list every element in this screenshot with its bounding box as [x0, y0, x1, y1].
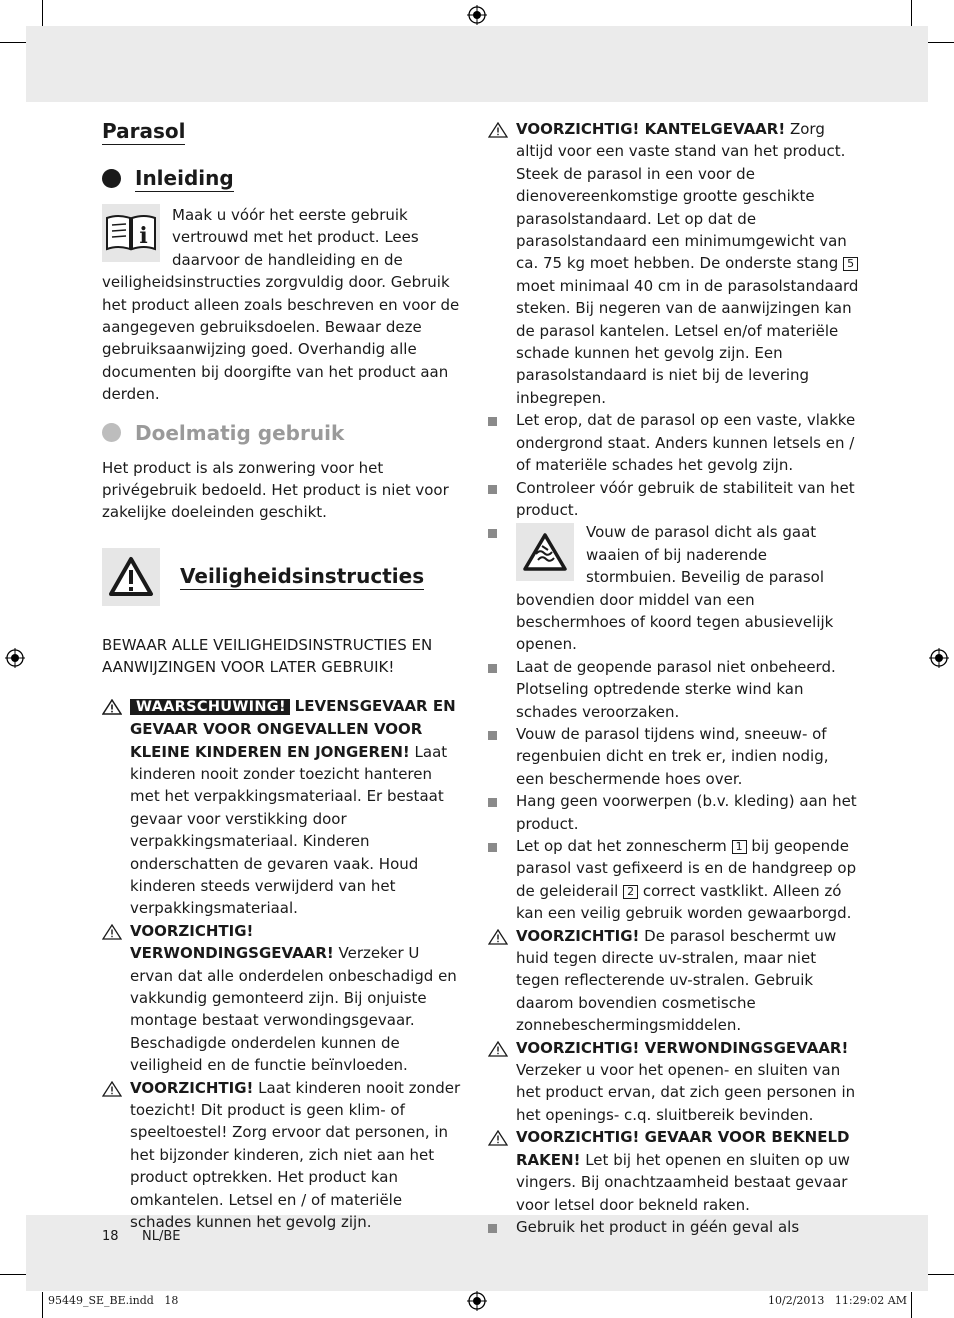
warning-bold: LEVENSGEVAAR EN GEVAAR VOOR ONGEVALLEN VOOR KLEINE KINDEREN EN JONGEREN!	[130, 696, 456, 761]
usage-heading-row	[102, 420, 462, 446]
list-item-text: Laat de geopende parasol niet onbeheerd. Plotseling optredende sterke wind kan schades veroorzaken.	[516, 657, 836, 721]
list-item	[488, 656, 860, 723]
list-item	[488, 1216, 860, 1238]
list-item-text: Let erop, dat de parasol op een vaste, vlakke ondergrond staat. Anders kunnen letsels en / of materiële schades het gevolg zijn.	[516, 411, 856, 475]
caution-item	[102, 1077, 462, 1234]
square-bullet-icon	[488, 1224, 497, 1233]
list-item-text: Controleer vóór gebruik de stabiliteit van het product.	[516, 478, 855, 519]
square-bullet-icon	[488, 417, 497, 426]
caution-triangle-icon	[102, 924, 122, 940]
intro-section	[102, 204, 462, 406]
wind-warning-icon	[516, 523, 574, 581]
caution-item	[488, 1037, 860, 1127]
list-item	[488, 790, 860, 835]
crop-mark	[42, 0, 43, 26]
crop-mark	[911, 0, 912, 26]
intro-heading-row	[102, 165, 462, 192]
part-reference: 5	[843, 257, 858, 271]
top-band	[26, 26, 928, 102]
caution-text: De parasol beschermt uw huid tegen directe uv-stralen, maar niet tegen reflecterende uv-stralen. Gebruik daarom bovendien cosmetische zonnebeschermingsmiddelen.	[516, 926, 837, 1035]
bullet-dot-icon	[102, 169, 121, 188]
safety-keep-text: BEWAAR ALLE VEILIGHEIDSINSTRUCTIES EN AANWIJZINGEN VOOR LATER GEBRUIK!	[102, 635, 433, 677]
list-item	[488, 723, 860, 790]
square-bullet-icon	[488, 731, 497, 740]
list-item-text: Hang geen voorwerpen (b.v. kleding) aan het product.	[516, 792, 857, 833]
safety-heading-row	[102, 548, 462, 606]
registration-mark-icon	[467, 1291, 487, 1311]
registration-mark-icon	[5, 648, 25, 668]
crop-mark	[911, 1292, 912, 1318]
info-book-icon	[102, 204, 160, 262]
square-bullet-icon	[488, 798, 497, 807]
caution-triangle-icon	[488, 1130, 508, 1146]
usage-heading: Doelmatig gebruik	[135, 420, 345, 445]
bullet-dot-icon	[102, 423, 121, 442]
file-slug: 95449_SE_BE.indd 18	[48, 1294, 179, 1307]
square-bullet-icon	[488, 664, 497, 673]
caution-text: Zorg altijd voor een vaste stand van het product. Steek de parasol in een voor de dienovereenkomstige grootte geschikte parasolstandaard. Let op dat de parasolstandaard een minimumgewicht van ca. 75 kg moet hebben. De onderste stang	[516, 120, 847, 273]
list-item-text: bij geopende parasol vast gefixeerd is en de handgreep op de geleiderail	[516, 837, 857, 900]
caution-bold: VOORZICHTIG!	[130, 1078, 254, 1097]
left-column	[102, 118, 462, 1233]
caution-item	[102, 920, 462, 1077]
usage-text: Het product is als zonwering voor het privégebruik bedoeld. Het product is niet voor zakelijke doeleinden geschikt.	[102, 458, 449, 522]
safety-heading: Veiligheidsinstructies	[180, 564, 425, 589]
square-bullet-icon	[488, 485, 497, 494]
date-slug: 10/2/2013 11:29:02 AM	[768, 1294, 907, 1307]
caution-item	[488, 118, 860, 409]
page-title: Parasol	[102, 119, 186, 143]
crop-mark	[928, 1274, 954, 1275]
caution-text: Laat kinderen nooit zonder toezicht! Dit product is geen klim- of speeltoestel! Zorg ervoor dat personen, in het bijzonder kinderen, zich niet aan het product optrekken. Het product kan omkantelen. Letsel en / of materiële schades kunnen het gevolg zijn.	[130, 1078, 461, 1232]
caution-text: Verzeker u voor het openen- en sluiten van het product ervan, dat zich geen personen in het openings- c.q. sluitbereik bevinden.	[516, 1061, 856, 1124]
list-item-text: correct vastklikt. Alleen zó kan een veilig gebruik worden gewaarborgd.	[516, 881, 852, 923]
caution-triangle-icon	[488, 122, 508, 138]
registration-mark-icon	[467, 5, 487, 25]
caution-item	[488, 1126, 860, 1216]
caution-text: Verzeker U ervan dat alle onderdelen onbeschadigd en vakkundig gemonteerd zijn. Bij onjuiste montage bestaat verwondingsgevaar. Beschadigde onderdelen kunnen de veiligheid en de functie beïnvloeden.	[130, 944, 457, 1075]
caution-bold: VOORZICHTIG! GEVAAR VOOR BEKNELD RAKEN!	[516, 1128, 850, 1169]
intro-heading: Inleiding	[135, 166, 234, 190]
list-item	[488, 521, 860, 655]
crop-mark	[0, 42, 26, 43]
caution-triangle-icon	[102, 1081, 122, 1097]
caution-item	[488, 925, 860, 1037]
list-item-text: Gebruik het product in géén geval als	[516, 1217, 800, 1236]
crop-mark	[928, 42, 954, 43]
warning-badge: WAARSCHUWING!	[130, 699, 290, 715]
right-column	[488, 118, 860, 1238]
caution-bold: VOORZICHTIG!	[516, 926, 640, 945]
list-item	[488, 835, 860, 925]
warning-text: Laat kinderen nooit zonder toezicht hanteren met het verpakkingsmateriaal. Er bestaat gevaar voor verstikking door verpakkingsmateriaal. Kinderen onderschatten de gevaren vaak. Houd kinderen steeds verwijderd van het verpakkingsmateriaal.	[130, 742, 448, 918]
square-bullet-icon	[488, 843, 497, 852]
caution-bold: VOORZICHTIG! VERWONDINGSGEVAAR!	[516, 1038, 849, 1057]
page-number: 18	[102, 1229, 119, 1244]
intro-text: Maak u vóór het eerste gebruik vertrouwd met het product. Lees daarvoor de handleiding en de veiligheidsinstructies zorgvuldig door. Gebruik het product alleen zoals beschreven en voor de aangegeven gebruiksdoelen. Bewaar deze gebruiksaanwijzing goed. Overhandig alle documenten bij doorgifte van het product aan derden.	[102, 206, 460, 404]
caution-text: Let bij het openen en sluiten op uw vingers. Bij onachtzaamheid bestaat gevaar voor letsel door bekneld raken.	[516, 1150, 850, 1214]
crop-mark	[0, 1274, 26, 1275]
list-item	[488, 409, 860, 476]
warning-triangle-icon	[102, 548, 160, 606]
caution-triangle-icon	[488, 929, 508, 945]
svg-text:i: i	[139, 223, 148, 249]
square-bullet-icon	[488, 529, 497, 538]
caution-text: moet minimaal 40 cm in de parasolstandaard steken. Bij negeren van de aanwijzingen kan de parasol kantelen. Letsel en/of materiële schade kunnen het gevolg zijn. Een parasolstandaard is niet bij de levering inbegrepen.	[516, 276, 859, 407]
list-item-text: Vouw de parasol tijdens wind, sneeuw- of regenbuien dicht en trek er, indien nodig, een beschermende hoes over.	[516, 724, 829, 788]
warning-triangle-icon	[102, 699, 122, 715]
crop-mark	[42, 1292, 43, 1318]
list-item-text: Let op dat het zonnescherm	[516, 837, 727, 855]
part-reference: 1	[732, 840, 747, 854]
warning-item	[102, 695, 462, 920]
list-item	[488, 477, 860, 522]
registration-mark-icon	[929, 648, 949, 668]
caution-triangle-icon	[488, 1041, 508, 1057]
caution-bold: VOORZICHTIG! VERWONDINGSGEVAAR!	[130, 921, 334, 963]
list-item-text: Vouw de parasol dicht als gaat waaien of bij naderende stormbuien. Beveilig de parasol bovendien door middel van een beschermhoes of koord tegen abusievelijk openen.	[516, 523, 834, 654]
part-reference: 2	[623, 885, 638, 899]
caution-bold: VOORZICHTIG! KANTELGEVAAR!	[516, 120, 786, 138]
language-code: NL/BE	[142, 1229, 181, 1244]
